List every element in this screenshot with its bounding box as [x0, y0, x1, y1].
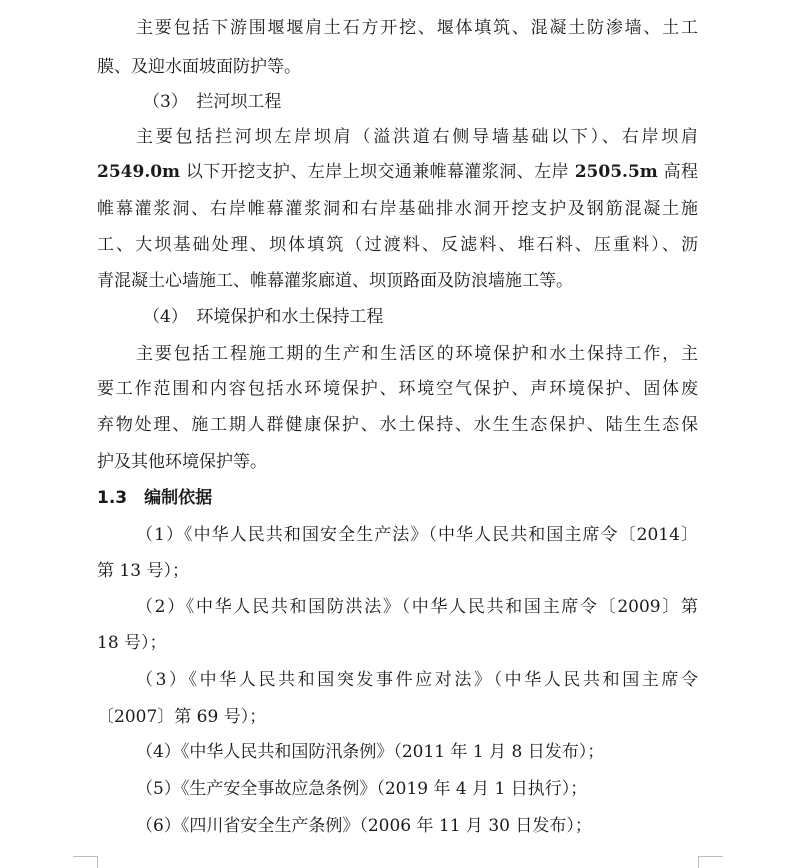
reference-line: （6）《四川省安全生产条例》（2006 年 11 月 30 日发布）；: [136, 816, 592, 836]
paragraph-line: 膜、及迎水面坡面防护等。: [97, 57, 301, 77]
paragraph-line: 主要包括拦河坝左岸坝肩（溢洪道右侧导墙基础以下）、右岸坝肩: [136, 127, 698, 147]
reference-line: （1）《中华人民共和国安全生产法》（中华人民共和国主席令〔2014〕: [136, 525, 698, 545]
reference-line: 〔2007〕第 69 号）；: [97, 707, 267, 727]
paragraph-text: 高程: [657, 162, 699, 182]
paragraph-text: 以下开挖支护、左岸上坝交通兼帷幕灌浆洞、左岸: [180, 162, 575, 182]
reference-line: 18 号）；: [97, 633, 167, 653]
reference-line: （2）《中华人民共和国防洪法》（中华人民共和国主席令〔2009〕第: [136, 597, 698, 617]
paragraph-line: 弃物处理、施工期人群健康保护、水土保持、水生生态保护、陆生生态保: [97, 415, 698, 435]
page-corner-mark: [698, 856, 723, 868]
paragraph-line: 帷幕灌浆洞、右岸帷幕灌浆洞和右岸基础排水洞开挖支护及钢筋混凝土施: [97, 199, 698, 219]
elevation-value: 2549.0m: [97, 162, 181, 182]
paragraph-line: 护及其他环境保护等。: [97, 452, 267, 472]
paragraph-line: 工、大坝基础处理、坝体填筑（过渡料、反滤料、堆石料、压重料）、沥: [97, 235, 698, 255]
page-corner-mark: [73, 856, 98, 868]
subsection-title: （4） 环境保护和水土保持工程: [143, 307, 384, 327]
paragraph-line: 主要包括下游围堰堰肩土石方开挖、堰体填筑、混凝土防渗墙、土工: [136, 18, 698, 38]
reference-line: 第 13 号）；: [97, 561, 189, 581]
reference-line: （3）《中华人民共和国突发事件应对法》（中华人民共和国主席令: [136, 670, 698, 690]
paragraph-line: 主要包括工程施工期的生产和生活区的环境保护和水土保持工作，主: [136, 344, 698, 364]
paragraph-line: 要工作范围和内容包括水环境保护、环境空气保护、声环境保护、固体废: [97, 379, 698, 399]
reference-line: （5）《生产安全事故应急条例》（2019 年 4 月 1 日执行）；: [136, 779, 588, 799]
elevation-value: 2505.5m: [574, 162, 658, 182]
paragraph-line: [97, 161, 698, 183]
section-heading: 1.3 编制依据: [97, 488, 213, 508]
reference-line: （4）《中华人民共和国防汛条例》（2011 年 1 月 8 日发布）；: [136, 742, 605, 762]
subsection-title: （3） 拦河坝工程: [143, 92, 282, 112]
paragraph-line: 青混凝土心墙施工、帷幕灌浆廊道、坝顶路面及防浪墙施工等。: [97, 271, 573, 291]
